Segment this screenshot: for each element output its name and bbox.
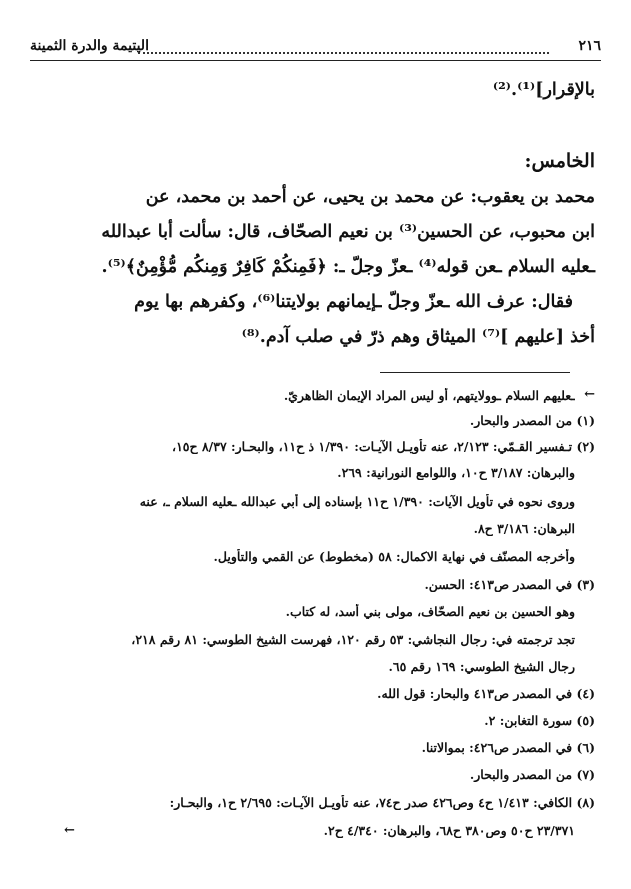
footnote-3-line-d: رجال الشيخ الطوسي: ١٦٩ رقم ٦٥. — [388, 659, 575, 674]
footnote-2-line-b: والبرهان: ٣/١٨٧ ح١٠، واللوامع النورانية: ٢٦٩. — [337, 465, 575, 480]
body-line-5: فقال: عرف الله ـعزّ وجلّ ـإيمانهم بولايتنا⁽⁶⁾، وكفرهم بها يوم — [134, 292, 573, 312]
footnote-7: (٧) من المصدر والبحار. — [469, 767, 595, 782]
continued-arrow-icon: ← — [584, 387, 595, 402]
body-line-6: أخذ [عليهم ]⁽⁷⁾ الميثاق وهم ذرّ في صلب آدم.⁽⁸⁾ — [241, 327, 595, 347]
footnote-8-line-a: (٨) الكافي: ١/٤١٣ ح٤ وص٤٢٦ صدر ح٧٤، عنه تأويـل الآيـات: ٢/٦٩٥ ح١، والبحـار: — [169, 795, 595, 810]
body-line-4: ـعليه السلام ـعن قوله⁽⁴⁾ ـعزّ وجلّ ـ: ﴿فَمِنكُمْ كَافِرٌ وَمِنكُم مُّؤْمِنٌ﴾⁽⁵⁾. — [101, 257, 595, 277]
footnote-3-line-c: تجد ترجمته في: رجال النجاشي: ٥٣ رقم ١٢٠، فهرست الشيخ الطوسي: ٨١ رقم ٢١٨، — [131, 632, 575, 647]
section-heading: الخامس: — [524, 150, 595, 172]
continues-arrow-icon: ← — [64, 823, 75, 838]
footnote-2-line-a: (٢) تـفسير القـمّي: ٢/١٢٣، عنه تأويـل الآيـات: ١/٣٩٠ ذ ح١١، والبحـار: ٨/٣٧ ح١٥، — [172, 439, 595, 454]
footnote-3-line-a: (٣) في المصدر ص٤١٣: الحسن. — [424, 577, 595, 592]
body-line-3: ابن محبوب، عن الحسين⁽³⁾ بن نعيم الصحّاف، قال: سألت أبا عبدالله — [101, 222, 595, 242]
footnote-8-line-b: ٢٣/٣٧١ ح٥٠ وص٣٨٠ ح٦٨، والبرهان: ٤/٣٤٠ ح٢. — [323, 823, 575, 838]
footnote-continuation: ـعليهم السلام ـوولايتهم، أو ليس المراد الإيمان الظاهريّ. — [283, 388, 575, 403]
book-title: اليتيمة والدرة الثمينة — [30, 38, 149, 54]
header-leader-dots — [138, 40, 549, 54]
footnote-1: (١) من المصدر والبحار. — [469, 413, 595, 428]
body-line-2: محمد بن يعقوب: عن محمد بن يحيى، عن أحمد بن محمد، عن — [145, 187, 595, 207]
running-header — [30, 38, 601, 61]
footnote-separator — [380, 372, 570, 373]
footnote-2-line-d: البرهان: ٣/١٨٦ ح٨. — [473, 521, 575, 536]
page-number: ٢١٦ — [578, 38, 601, 54]
footnote-5: (٥) سورة التغابن: ٢. — [484, 713, 595, 728]
footnote-4: (٤) في المصدر ص٤١٣ والبحار: قول الله. — [377, 686, 595, 701]
footnote-6: (٦) في المصدر ص٤٢٦: بموالاتنا. — [421, 740, 595, 755]
footnote-2-line-e: وأخرجه المصنّف في نهاية الاكمال: ٥٨ (مخطوط) عن القمي والتأويل. — [213, 549, 575, 564]
footnote-2-line-c: وروى نحوه في تأويل الآيات: ١/٣٩٠ ح١١ بإسناده إلى أبي عبدالله ـعليه السلام ـ، عنه — [139, 494, 575, 509]
body-line-1: بالإقرار]⁽¹⁾.⁽²⁾ — [492, 80, 595, 100]
footnote-3-line-b: وهو الحسين بن نعيم الصحّاف، مولى بني أسد، له كتاب. — [285, 604, 575, 619]
